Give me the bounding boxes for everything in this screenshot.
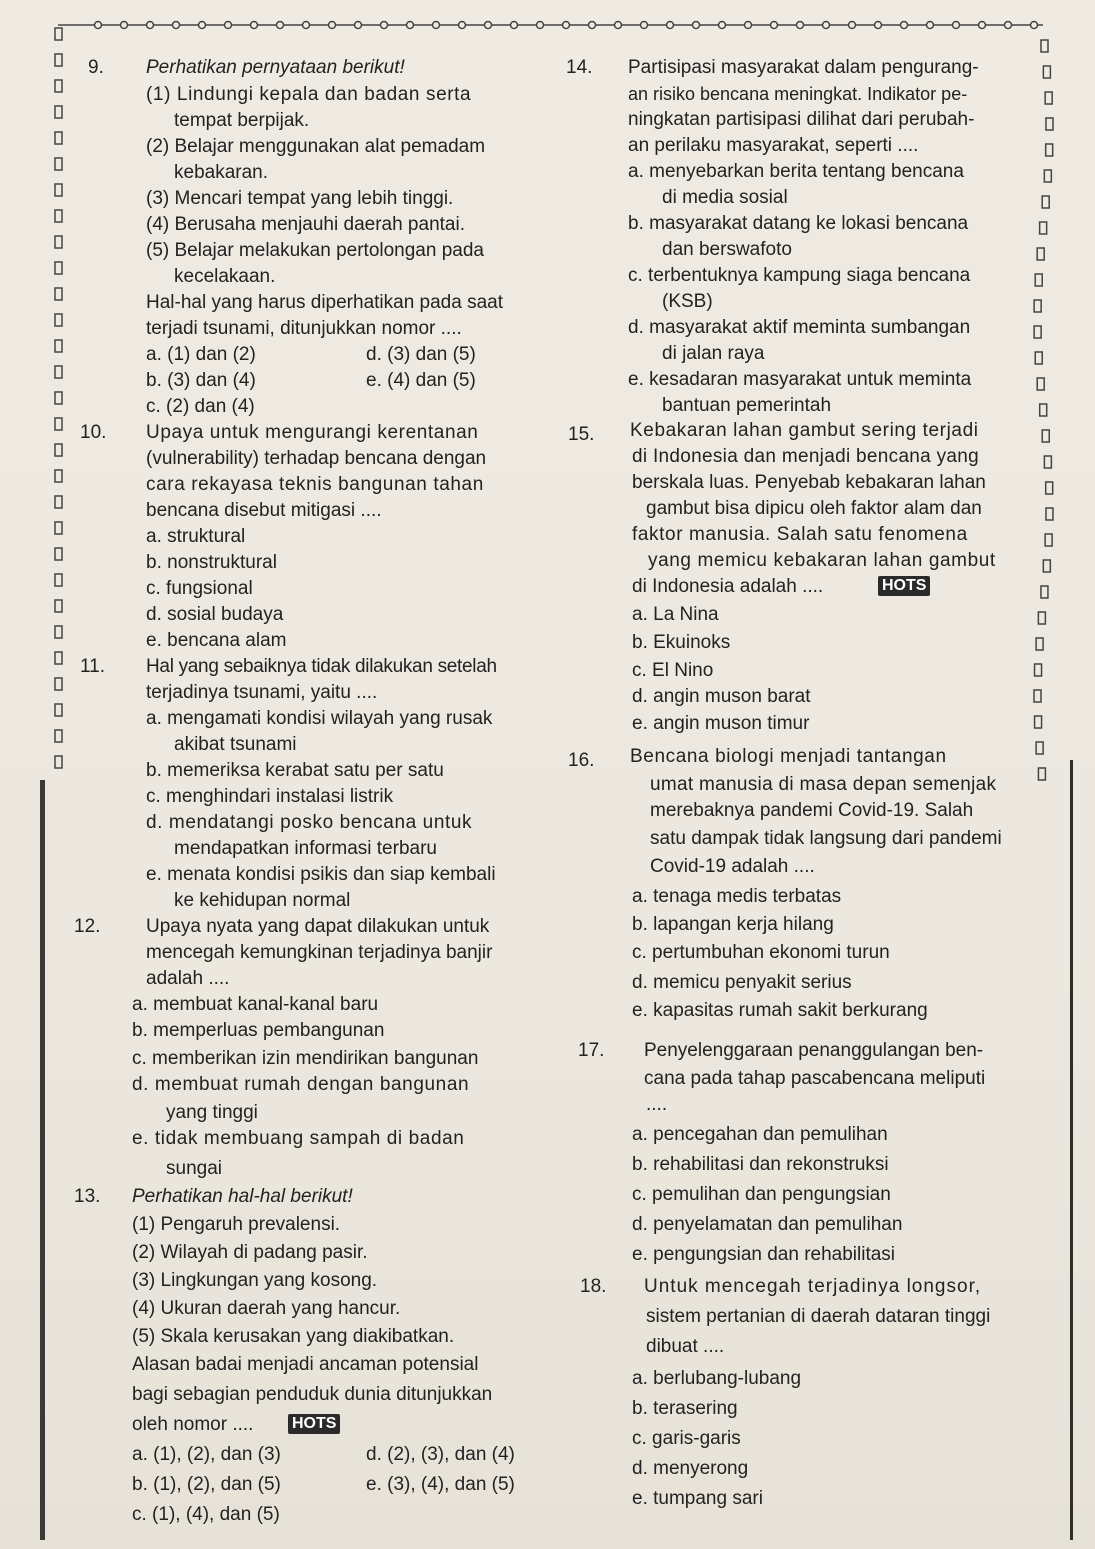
- right-edge-bar: [1070, 760, 1073, 1540]
- answer-option-b[interactable]: b. masyarakat datang ke lokasi bencana: [628, 213, 969, 234]
- statement-item: tempat berpijak.: [174, 110, 310, 131]
- binding-ring: [563, 22, 570, 29]
- answer-option-e-cont: bantuan pemerintah: [662, 395, 832, 416]
- binding-loop: [55, 340, 62, 352]
- question-stem: bencana disebut mitigasi ....: [146, 500, 382, 521]
- spiral-binding-right: [1030, 30, 1060, 790]
- answer-option-d[interactable]: d. masyarakat aktif meminta sumbangan: [628, 317, 971, 338]
- binding-ring: [927, 22, 934, 29]
- answer-option-e[interactable]: e. tidak membuang sampah di badan: [132, 1128, 465, 1149]
- binding-loop: [1045, 92, 1052, 104]
- statement-item: kebakaran.: [174, 162, 269, 183]
- question-stem: di Indonesia dan menjadi bencana yang: [632, 446, 980, 467]
- answer-option-b[interactable]: b. rehabilitasi dan rekonstruksi: [632, 1154, 889, 1175]
- binding-ring: [1005, 22, 1012, 29]
- binding-ring: [381, 22, 388, 29]
- question-stem: Hal yang sebaiknya tidak dilakukan setelah: [146, 656, 497, 677]
- binding-loop: [55, 184, 62, 196]
- binding-loop: [1046, 118, 1053, 130]
- binding-loop: [1037, 248, 1044, 260]
- binding-loop: [1046, 508, 1053, 520]
- binding-ring: [797, 22, 804, 29]
- answer-option-b[interactable]: b. lapangan kerja hilang: [632, 914, 834, 935]
- answer-option-c[interactable]: c. memberikan izin mendirikan bangunan: [132, 1048, 479, 1069]
- answer-option-a[interactable]: a. La Nina: [632, 604, 719, 625]
- binding-ring: [407, 22, 414, 29]
- answer-option-e[interactable]: e. kesadaran masyarakat untuk meminta: [628, 369, 972, 390]
- statement-item: (4) Berusaha menjauhi daerah pantai.: [146, 214, 465, 235]
- binding-loop: [1034, 690, 1041, 702]
- binding-loop: [55, 600, 62, 612]
- question-stem: ....: [646, 1094, 668, 1115]
- binding-loop: [55, 756, 62, 768]
- spiral-binding-left: [52, 18, 66, 778]
- binding-ring: [771, 22, 778, 29]
- question-number: 9.: [88, 57, 104, 78]
- answer-option-b[interactable]: b. memperluas pembangunan: [132, 1020, 385, 1041]
- answer-option-b-cont: dan berswafoto: [662, 239, 792, 260]
- answer-option-e[interactable]: e. tumpang sari: [632, 1488, 763, 1509]
- binding-ring: [849, 22, 856, 29]
- answer-option-c[interactable]: c. terbentuknya kampung siaga bencana: [628, 265, 971, 286]
- answer-option-a[interactable]: a. (1), (2), dan (3): [132, 1444, 281, 1465]
- answer-option-d[interactable]: d. (2), (3), dan (4): [366, 1444, 515, 1465]
- answer-option-e[interactable]: e. kapasitas rumah sakit berkurang: [632, 1000, 928, 1021]
- binding-loop: [55, 418, 62, 430]
- question-stem: sistem pertanian di daerah dataran tinggi: [646, 1306, 991, 1327]
- binding-ring: [875, 22, 882, 29]
- binding-ring: [537, 22, 544, 29]
- question-number: 11.: [80, 656, 106, 677]
- binding-loop: [55, 262, 62, 274]
- question-stem: mencegah kemungkinan terjadinya banjir: [146, 942, 493, 963]
- answer-option-c[interactable]: c. (2) dan (4): [146, 396, 255, 417]
- answer-option-c[interactable]: c. pemulihan dan pengungsian: [632, 1184, 891, 1205]
- question-stem: merebaknya pandemi Covid-19. Salah: [650, 800, 974, 821]
- binding-loop: [55, 236, 62, 248]
- question-stem: berskala luas. Penyebab kebakaran lahan: [632, 472, 986, 493]
- statement-item: (1) Pengaruh prevalensi.: [132, 1214, 341, 1235]
- binding-loop: [1041, 586, 1048, 598]
- answer-option-b[interactable]: b. (1), (2), dan (5): [132, 1474, 281, 1495]
- answer-option-e[interactable]: e. angin muson timur: [632, 713, 810, 734]
- answer-option-d-cont: di jalan raya: [662, 343, 765, 364]
- binding-ring: [823, 22, 830, 29]
- question-stem: Penyelenggaraan penanggulangan ben-: [644, 1040, 984, 1061]
- answer-option-e[interactable]: e. (3), (4), dan (5): [366, 1474, 515, 1495]
- statement-item: kecelakaan.: [174, 266, 276, 287]
- question-stem: Kebakaran lahan gambut sering terjadi: [630, 420, 979, 441]
- question-stem: Partisipasi masyarakat dalam pengurang-: [628, 57, 979, 78]
- binding-loop: [1035, 274, 1042, 286]
- question-stem: umat manusia di masa depan semenjak: [650, 774, 997, 795]
- binding-loop: [1043, 560, 1050, 572]
- binding-loop: [55, 158, 62, 170]
- question-stem: di Indonesia adalah ....: [632, 576, 824, 597]
- answer-option-c[interactable]: c. fungsional: [146, 578, 253, 599]
- answer-option-c[interactable]: c. (1), (4), dan (5): [132, 1504, 280, 1525]
- hots-badge: HOTS: [288, 1414, 340, 1434]
- question-number: 14.: [566, 57, 593, 78]
- binding-loop: [1045, 534, 1052, 546]
- binding-loop: [1036, 742, 1043, 754]
- answer-option-d[interactable]: d. sosial budaya: [146, 604, 284, 625]
- question-stem: gambut bisa dipicu oleh faktor alam dan: [646, 498, 982, 519]
- question-prompt: bagi sebagian penduduk dunia ditunjukkan: [132, 1384, 493, 1405]
- answer-option-d[interactable]: d. memicu penyakit serius: [632, 972, 852, 993]
- statement-item: (3) Lingkungan yang kosong.: [132, 1270, 378, 1291]
- binding-ring: [1031, 22, 1038, 29]
- binding-loop: [1041, 40, 1048, 52]
- question-stem: Perhatikan pernyataan berikut!: [146, 57, 405, 78]
- binding-loop: [1035, 664, 1042, 676]
- question-stem: Covid-19 adalah ....: [650, 856, 815, 877]
- question-stem: Perhatikan hal-hal berikut!: [132, 1186, 353, 1207]
- answer-option-a[interactable]: a. (1) dan (2): [146, 344, 256, 365]
- binding-loop: [55, 288, 62, 300]
- answer-option-a-cont: di media sosial: [662, 187, 788, 208]
- binding-loop: [1035, 352, 1042, 364]
- binding-ring: [225, 22, 232, 29]
- binding-loop: [1037, 378, 1044, 390]
- answer-option-c[interactable]: c. El Nino: [632, 660, 714, 681]
- binding-loop: [55, 730, 62, 742]
- binding-loop: [55, 470, 62, 482]
- question-stem: terjadinya tsunami, yaitu ....: [146, 682, 378, 703]
- answer-option-d[interactable]: d. menyerong: [632, 1458, 749, 1479]
- binding-loop: [1044, 170, 1051, 182]
- binding-loop: [1043, 66, 1050, 78]
- statement-item: (4) Ukuran daerah yang hancur.: [132, 1298, 401, 1319]
- binding-ring: [511, 22, 518, 29]
- binding-loop: [55, 678, 62, 690]
- answer-option-e[interactable]: e. (4) dan (5): [366, 370, 476, 391]
- binding-loop: [1044, 456, 1051, 468]
- question-stem: (vulnerability) terhadap bencana dengan: [146, 448, 487, 469]
- binding-loop: [1046, 144, 1053, 156]
- question-prompt: Hal-hal yang harus diperhatikan pada saat: [146, 292, 504, 313]
- binding-loop: [55, 28, 62, 40]
- spiral-binding-top: [58, 18, 1043, 32]
- question-prompt: terjadi tsunami, ditunjukkan nomor ....: [146, 318, 462, 339]
- answer-option-b[interactable]: b. Ekuinoks: [632, 632, 731, 653]
- binding-ring: [459, 22, 466, 29]
- question-number: 17.: [578, 1040, 605, 1061]
- answer-option-e[interactable]: e. menata kondisi psikis dan siap kembali: [146, 864, 496, 885]
- question-stem: an perilaku masyarakat, seperti ....: [628, 135, 919, 156]
- binding-loop: [1038, 612, 1045, 624]
- question-number: 12.: [74, 916, 101, 937]
- binding-loop: [1034, 326, 1041, 338]
- question-number: 13.: [74, 1186, 101, 1207]
- binding-loop: [1046, 482, 1053, 494]
- hots-badge: HOTS: [878, 576, 930, 596]
- question-stem: yang memicu kebakaran lahan gambut: [648, 550, 996, 571]
- binding-ring: [303, 22, 310, 29]
- answer-option-b[interactable]: b. nonstruktural: [146, 552, 277, 573]
- binding-loop: [1038, 768, 1045, 780]
- question-stem: cana pada tahap pascabencana meliputi: [644, 1068, 986, 1089]
- binding-loop: [1042, 196, 1049, 208]
- question-stem: Bencana biologi menjadi tantangan: [630, 746, 947, 767]
- binding-ring: [589, 22, 596, 29]
- binding-ring: [199, 22, 206, 29]
- answer-option-b[interactable]: b. memeriksa kerabat satu per satu: [146, 760, 444, 781]
- binding-ring: [121, 22, 128, 29]
- answer-option-c[interactable]: c. pertumbuhan ekonomi turun: [632, 942, 890, 963]
- binding-loop: [55, 366, 62, 378]
- answer-option-d[interactable]: d. (3) dan (5): [366, 344, 476, 365]
- question-stem: dibuat ....: [646, 1336, 725, 1357]
- binding-loop: [1036, 638, 1043, 650]
- binding-loop: [55, 626, 62, 638]
- question-stem: an risiko bencana meningkat. Indikator pe-: [628, 84, 968, 104]
- question-stem: ningkatan partisipasi dilihat dari perubah-: [628, 109, 975, 130]
- binding-loop: [55, 574, 62, 586]
- answer-option-b[interactable]: b. terasering: [632, 1398, 738, 1419]
- answer-option-a-cont: akibat tsunami: [174, 734, 297, 755]
- answer-option-c[interactable]: c. garis-garis: [632, 1428, 741, 1449]
- binding-ring: [95, 22, 102, 29]
- answer-option-a[interactable]: a. tenaga medis terbatas: [632, 886, 842, 907]
- binding-ring: [147, 22, 154, 29]
- question-stem: Untuk mencegah terjadinya longsor,: [644, 1276, 982, 1297]
- binding-loop: [55, 210, 62, 222]
- binding-ring: [979, 22, 986, 29]
- question-stem: Upaya untuk mengurangi kerentanan: [146, 422, 479, 443]
- answer-option-e-cont: ke kehidupan normal: [174, 890, 351, 911]
- question-number: 18.: [580, 1276, 607, 1297]
- binding-ring: [719, 22, 726, 29]
- binding-ring: [745, 22, 752, 29]
- binding-loop: [55, 314, 62, 326]
- binding-ring: [277, 22, 284, 29]
- answer-option-e-cont: sungai: [166, 1158, 222, 1179]
- question-stem: Upaya nyata yang dapat dilakukan untuk: [146, 916, 490, 937]
- question-number: 15.: [568, 424, 595, 445]
- answer-option-a[interactable]: a. menyebarkan berita tentang bencana: [628, 161, 964, 182]
- statement-item: (2) Belajar menggunakan alat pemadam: [146, 136, 486, 157]
- answer-option-d[interactable]: d. penyelamatan dan pemulihan: [632, 1214, 903, 1235]
- binding-ring: [901, 22, 908, 29]
- left-edge-bar: [40, 780, 45, 1540]
- question-stem: adalah ....: [146, 968, 230, 989]
- question-stem: satu dampak tidak langsung dari pandemi: [650, 828, 1002, 849]
- binding-ring: [329, 22, 336, 29]
- answer-option-d[interactable]: d. membuat rumah dengan bangunan: [132, 1074, 470, 1095]
- binding-loop: [55, 522, 62, 534]
- binding-loop: [1034, 300, 1041, 312]
- binding-ring: [251, 22, 258, 29]
- binding-loop: [1040, 404, 1047, 416]
- answer-option-d-cont: mendapatkan informasi terbaru: [174, 838, 437, 859]
- binding-ring: [485, 22, 492, 29]
- binding-loop: [55, 444, 62, 456]
- binding-loop: [55, 106, 62, 118]
- statement-item: (5) Skala kerusakan yang diakibatkan.: [132, 1326, 455, 1347]
- answer-option-d[interactable]: d. mendatangi posko bencana untuk: [146, 812, 473, 833]
- binding-ring: [355, 22, 362, 29]
- answer-option-c[interactable]: c. menghindari instalasi listrik: [146, 786, 394, 807]
- question-number: 16.: [568, 750, 595, 771]
- answer-option-c-cont: (KSB): [662, 291, 713, 312]
- binding-loop: [55, 704, 62, 716]
- statement-item: (5) Belajar melakukan pertolongan pada: [146, 240, 484, 261]
- question-stem: cara rekayasa teknis bangunan tahan: [146, 474, 484, 495]
- binding-loop: [55, 132, 62, 144]
- question-prompt: Alasan badai menjadi ancaman potensial: [132, 1354, 479, 1375]
- binding-loop: [55, 54, 62, 66]
- binding-ring: [173, 22, 180, 29]
- binding-loop: [1042, 430, 1049, 442]
- answer-option-d[interactable]: d. angin muson barat: [632, 686, 811, 707]
- answer-option-a[interactable]: a. membuat kanal-kanal baru: [132, 994, 379, 1015]
- answer-option-a[interactable]: a. pencegahan dan pemulihan: [632, 1124, 888, 1145]
- binding-loop: [55, 652, 62, 664]
- binding-loop: [55, 548, 62, 560]
- answer-option-e[interactable]: e. pengungsian dan rehabilitasi: [632, 1244, 896, 1265]
- binding-loop: [55, 80, 62, 92]
- answer-option-a[interactable]: a. berlubang-lubang: [632, 1368, 802, 1389]
- answer-option-d-cont: yang tinggi: [166, 1102, 258, 1123]
- binding-ring: [693, 22, 700, 29]
- binding-loop: [1035, 716, 1042, 728]
- question-stem: faktor manusia. Salah satu fenomena: [632, 524, 968, 545]
- statement-item: (3) Mencari tempat yang lebih tinggi.: [146, 188, 454, 209]
- binding-ring: [433, 22, 440, 29]
- answer-option-e[interactable]: e. bencana alam: [146, 630, 287, 651]
- answer-option-a[interactable]: a. struktural: [146, 526, 246, 547]
- binding-loop: [55, 392, 62, 404]
- binding-ring: [641, 22, 648, 29]
- question-prompt: oleh nomor ....: [132, 1414, 254, 1435]
- binding-ring: [953, 22, 960, 29]
- statement-item: (2) Wilayah di padang pasir.: [132, 1242, 368, 1263]
- binding-ring: [615, 22, 622, 29]
- binding-ring: [667, 22, 674, 29]
- binding-loop: [55, 496, 62, 508]
- statement-item: (1) Lindungi kepala dan badan serta: [146, 84, 472, 105]
- binding-loop: [1040, 222, 1047, 234]
- answer-option-b[interactable]: b. (3) dan (4): [146, 370, 256, 391]
- answer-option-a[interactable]: a. mengamati kondisi wilayah yang rusak: [146, 708, 493, 729]
- question-number: 10.: [80, 422, 107, 443]
